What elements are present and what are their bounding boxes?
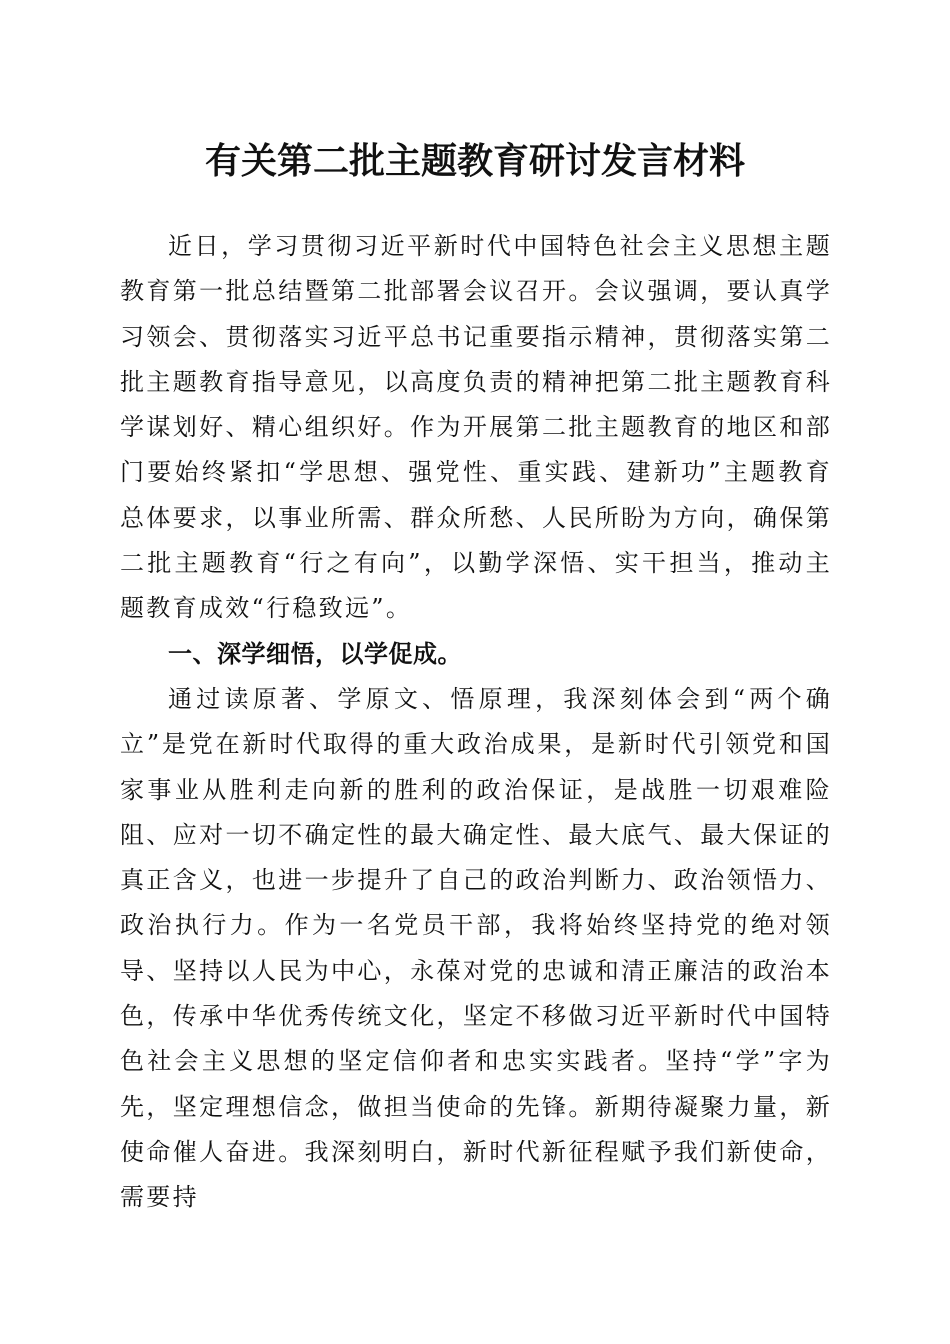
document-title: 有关第二批主题教育研讨发言材料 [204,140,745,182]
intro-paragraph: 近日，学习贯彻习近平新时代中国特色社会主义思想主题教育第一批总结暨第二批部署会议召开。会议强调，要认真学习领会、贯彻落实习近平总书记重要指示精神，贯彻落实第二批主题教育指导意见，以高度负责的精神把第二批主题教育科学谋划好、精心组织好。作为开展第二批主题教育的地区和部门要始终紧扣“学思想、强党性、重实践、建新功”主题教育总体要求，以事业所需、群众所愁、人民所盼为方向，确保第二批主题教育“行之有向”，以勤学深悟、实干担当，推动主题教育成效“行稳致远”。 [120,232,832,623]
section-heading: 一、深学细悟，以学促成。 [168,639,462,668]
section-paragraph: 通过读原著、学原文、悟原理，我深刻体会到“两个确立”是党在新时代取得的重大政治成果，是新时代引领党和国家事业从胜利走向新的胜利的政治保证，是战胜一切艰难险阻、应对一切不确定性的最大确定性、最大底气、最大保证的真正含义，也进一步提升了自己的政治判断力、政治领悟力、政治执行力。作为一名党员干部，我将始终坚持党的绝对领导、坚持以人民为中心，永葆对党的忠诚和清正廉洁的政治本色，传承中华优秀传统文化，坚定不移做习近平新时代中国特色社会主义思想的坚定信仰者和忠实实践者。坚持“学”字为先，坚定理想信念，做担当使命的先锋。新期待凝聚力量，新使命催人奋进。我深刻明白，新时代新征程赋予我们新使命，需要持 [120,684,832,1212]
document-body [120,224,832,1221]
